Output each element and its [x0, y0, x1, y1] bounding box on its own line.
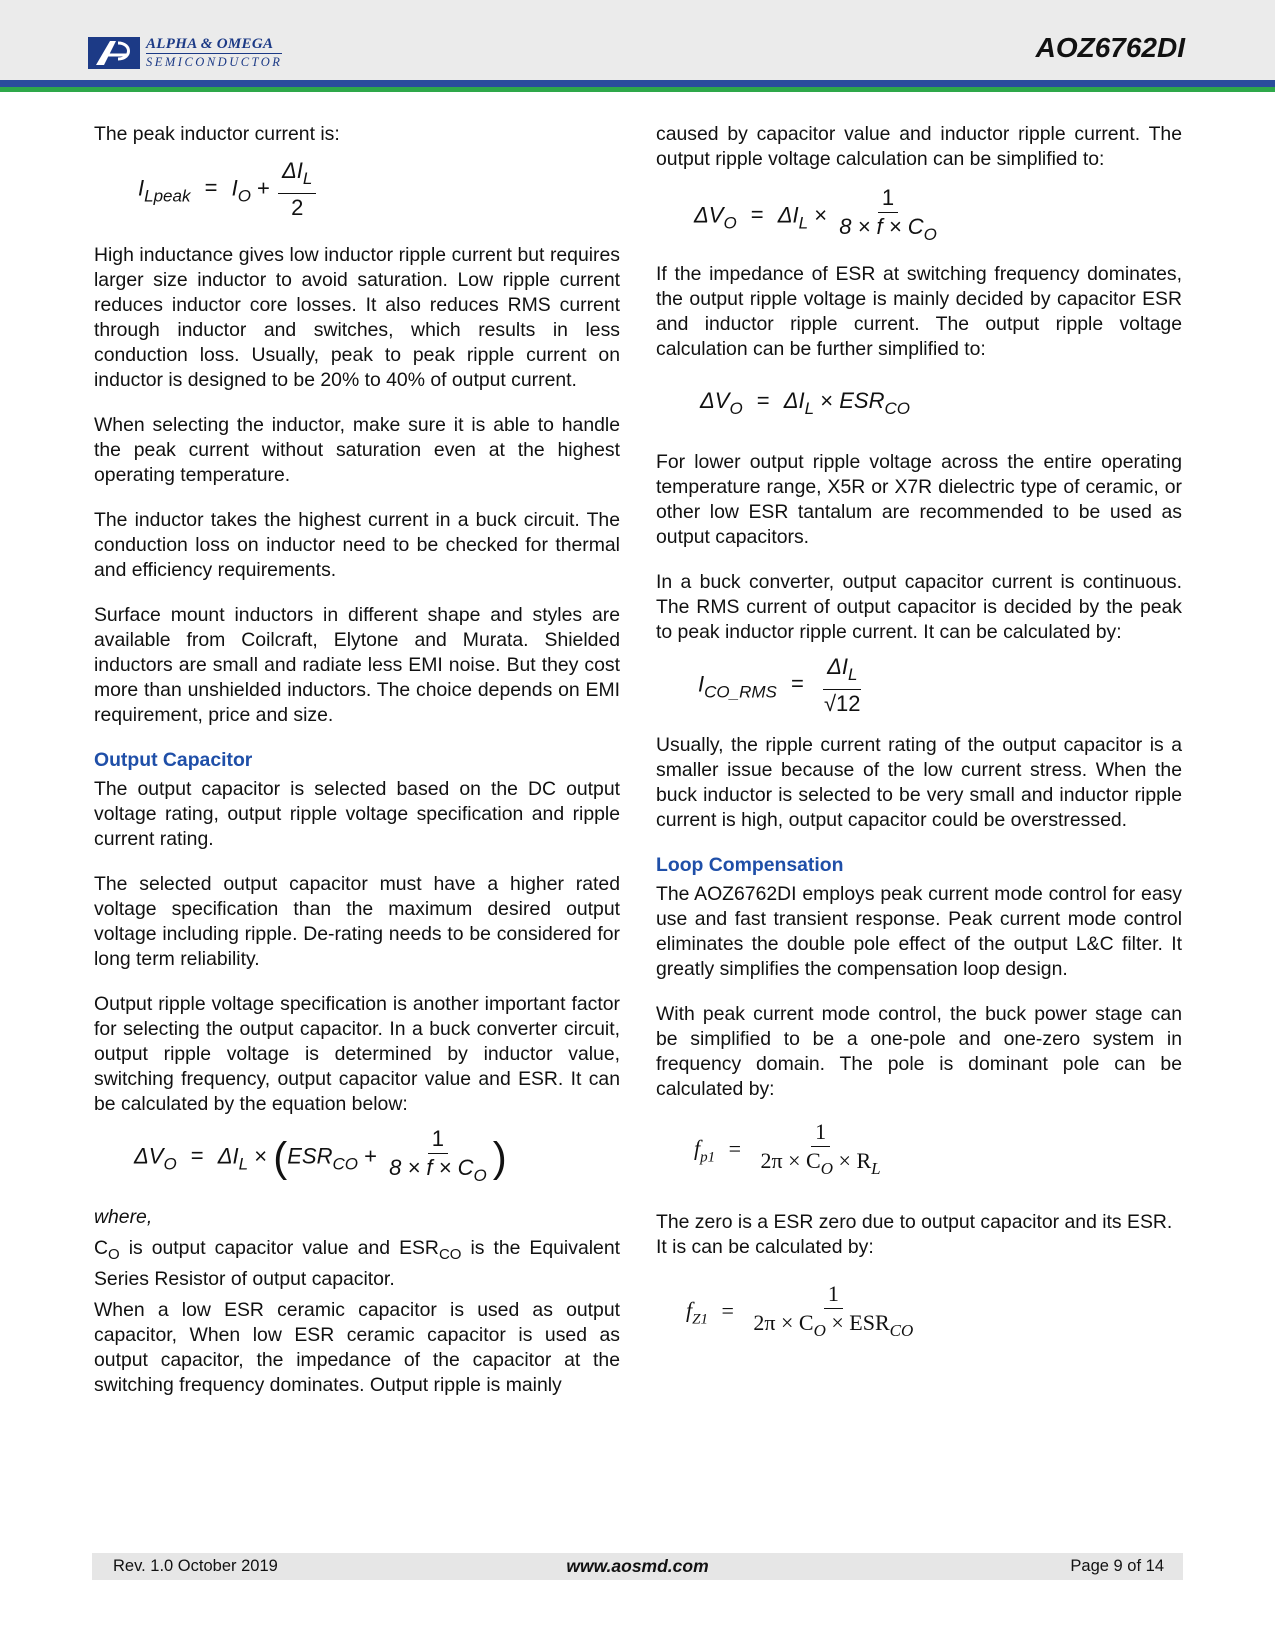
- page-header: [0, 0, 1275, 80]
- paragraph: Surface mount inductors in different shape and styles are available from Coilcraft, Elytone and Murata. Shielded inductors are small and radiate less EMI noise. But they cost more than unshielded inductors. The choice depends on EMI requirement, price and size.: [94, 604, 620, 726]
- where-label: where,: [94, 1206, 153, 1228]
- paragraph: Usually, the ripple current rating of the output capacitor is a smaller issue because of the low current stress. When the buck inductor is selected to be very small and inductor ripple current is high, output capacitor could be overstressed.: [656, 734, 1182, 831]
- paragraph: In a buck converter, output capacitor current is continuous. The RMS current of output capacitor is decided by the peak to peak inductor ripple current. It can be calculated by:: [656, 571, 1182, 643]
- company-name-line1: ALPHA & OMEGA: [146, 37, 282, 54]
- aos-logo-icon: [88, 35, 140, 71]
- company-name-line2: SEMICONDUCTOR: [146, 55, 283, 70]
- paragraph: When a low ESR ceramic capacitor is used as output capacitor, When low ESR ceramic capacitor is used as output capacitor, the impedance of the capacitor at the switching frequency dominates. Output ripple is mainly: [94, 1298, 620, 1396]
- revision-label: Rev. 1.0 October 2019: [113, 1557, 278, 1575]
- equation-ripple-capacitor: $\Delta V_O = \Delta I_L$ × $\frac{1}{8 \times f \times C_O}$: [694, 186, 1182, 246]
- paragraph: If the impedance of ESR at switching frequency dominates, the output ripple voltage is mainly decided by capacitor ESR and inductor ripple current. The output ripple voltage calculation can be further simplified to:: [656, 263, 1182, 360]
- paragraph: caused by capacitor value and inductor ripple current. The output ripple voltage calculation can be simplified to:: [656, 123, 1182, 170]
- left-column: [94, 122, 620, 1418]
- paragraph: The inductor takes the highest current in a buck circuit. The conduction loss on inductor need to be checked for thermal and efficiency requirements.: [94, 509, 620, 581]
- section-heading-loop-compensation: Loop Compensation: [656, 854, 844, 876]
- paragraph: With peak current mode control, the buck power stage can be simplified to be a one-pole and one-zero system in frequency domain. The pole is dominant pole can be calculated by:: [656, 1003, 1182, 1100]
- fraction: $\frac{1}{2\pi \times C_O \times ESR_{CO}}$: [753, 1281, 914, 1340]
- header-rule-blue: [0, 80, 1275, 87]
- page-footer: [92, 1553, 1183, 1580]
- fraction: $\frac{1}{8 \times f \times C_O}$: [389, 1126, 487, 1185]
- paragraph: The zero is a ESR zero due to output capacitor and its ESR. It is can be calculated by:: [656, 1211, 1173, 1258]
- paragraph: When selecting the inductor, make sure it is able to handle the peak current without saturation even at the highest operating temperature.: [94, 414, 620, 486]
- fraction: $\frac{1}{2\pi \times C_O \times R_L}$: [760, 1119, 881, 1178]
- paragraph: The AOZ6762DI employs peak current mode control for easy use and fast transient response. Peak current mode control eliminates the double pole effect of the output L&C filter. It greatly simplifies the compensation loop design.: [656, 883, 1182, 980]
- paragraph: The selected output capacitor must have a higher rated voltage specification than the maximum desired output voltage including ripple. De-rating needs to be considered for long term reliability.: [94, 873, 620, 970]
- website-link[interactable]: www.aosmd.com: [566, 1556, 709, 1576]
- equation-ripple-esr: $\Delta V_O = \Delta I_L \times ESR_{CO}$: [700, 388, 910, 418]
- header-rule-green: [0, 87, 1275, 92]
- fraction: $\frac{\Delta I_L}{√12}$: [823, 654, 861, 716]
- equation-peak-current: $I_{Lpeak} = I_O$ + $\frac{\Delta I_L}{2}$: [138, 159, 620, 219]
- fraction: $\frac{\Delta I_L}{2}$: [278, 159, 316, 220]
- section-heading-output-capacitor: Output Capacitor: [94, 749, 253, 771]
- equation-output-ripple: $\Delta V_O = \Delta I_L \times (ESR_{CO}$ + $\frac{1}{8 \times f \times C_O}$ ): [134, 1127, 620, 1191]
- fraction: $\frac{1}{8 \times f \times C_O}$: [839, 185, 937, 244]
- paragraph: For lower output ripple voltage across the entire operating temperature range, X5R or X7R dielectric type of ceramic, or other low ESR tantalum are recommended to be used as output capacitors.: [656, 451, 1182, 548]
- equation-zero: $f_{Z1}$ = $\frac{1}{2\pi \times C_O \times ESR_{CO}}$: [686, 1282, 1182, 1348]
- paragraph: High inductance gives low inductor ripple current but requires larger size inductor to avoid saturation. Low ripple current reduces inductor core losses. It also reduces RMS current through inductor and switches, which results in less conduction loss. Usually, peak to peak ripple current on inductor is designed to be 20% to 40% of output current.: [94, 244, 620, 391]
- paragraph: The peak inductor current is:: [94, 123, 340, 145]
- right-column: [656, 122, 1182, 1358]
- part-number: AOZ6762DI: [1035, 32, 1185, 63]
- equation-rms-current: $I_{CO\_RMS}$ = $\frac{\Delta I_L}{√12}$: [698, 655, 1182, 719]
- paragraph: The output capacitor is selected based on the DC output voltage rating, output ripple voltage specification and ripple current rating.: [94, 778, 620, 850]
- company-logo: [88, 33, 282, 73]
- equation-pole: $f_{p1}$ = $\frac{1}{2\pi \times C_O \times R_L}$: [694, 1120, 1182, 1186]
- paragraph: Output ripple voltage specification is another important factor for selecting the output capacitor. In a buck converter circuit, output ripple voltage is determined by inductor value, switching frequency, output capacitor value and ESR. It can be calculated by the equation below:: [94, 993, 620, 1115]
- paragraph: $C_O$ is output capacitor value and $ESR_{CO}$ is the Equivalent Series Resistor of output capacitor.: [94, 1237, 620, 1290]
- page-number: Page 9 of 14: [1070, 1557, 1164, 1575]
